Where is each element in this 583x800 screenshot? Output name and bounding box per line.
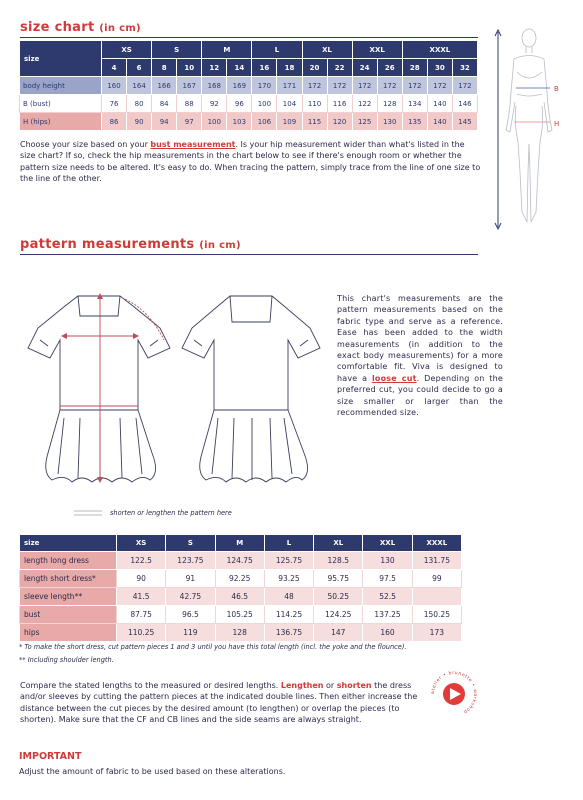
size-chart-cell: 76 [102,95,127,113]
measurement-cell: 128 [215,624,264,642]
measurement-row [20,552,462,570]
size-chart-cell: 164 [127,77,152,95]
workshop-logo[interactable] [428,668,480,720]
size-chart-row-label: H (hips) [20,113,102,131]
size-chart-cell: 104 [277,95,302,113]
measurement-cell: 93.25 [264,570,313,588]
size-chart-title-text: size chart [20,20,95,35]
size-chart-row [20,113,478,131]
pattern-title-unit: (in cm) [199,240,241,251]
measurement-cell: 128.5 [314,552,363,570]
intro-text-end: . Is your hip measurement wider than what's listed in the size chart? If so, check the hip measurements in the chart below to see if there's enough room or whether the pattern size needs to be altered. It's easy to do. When tracing the pattern, simply trace from the line of one size to the line of the other. [20,140,481,184]
size-chart-row-label: B (bust) [20,95,102,113]
dress-back-illustration [178,288,328,498]
size-number: 14 [227,59,252,77]
size-number: 32 [452,59,477,77]
measurement-row-label: sleeve length** [20,588,117,606]
body-figure [492,22,572,234]
size-number: 8 [152,59,177,77]
size-chart-cell: 172 [452,77,477,95]
size-chart-cell: 125 [352,113,377,131]
size-chart-cell: 168 [202,77,227,95]
size-chart-cell: 94 [152,113,177,131]
size-chart-cell: 92 [202,95,227,113]
pattern-rule [20,254,478,255]
size-chart-cell: 90 [127,113,152,131]
size-chart-cell: 88 [177,95,202,113]
size-chart-cell: 84 [152,95,177,113]
logo-text: atelier • brunette • workshop [430,670,478,715]
size-chart-row [20,77,478,95]
intro-text-start: Choose your size based on your [20,140,151,149]
size-chart-cell: 145 [452,113,477,131]
size-chart-cell: 167 [177,77,202,95]
size-chart-cell: 171 [277,77,302,95]
size-group: XL [302,41,352,59]
size-chart-cell: 116 [327,95,352,113]
size-chart-cell: 100 [252,95,277,113]
size-number: 12 [202,59,227,77]
measurement-header-row [20,535,462,552]
measurement-cell: 52.5 [363,588,412,606]
loose-cut-link[interactable]: loose cut [371,373,417,383]
size-chart-cell: 128 [377,95,402,113]
size-chart-cell: 106 [252,113,277,131]
size-chart-cell: 109 [277,113,302,131]
size-number: 28 [402,59,427,77]
footnote-sleeve: ** Including shoulder length. [19,656,114,664]
measurement-cell: 137.25 [363,606,412,624]
pattern-title [20,237,241,252]
measurement-header: L [264,535,313,552]
size-number: 30 [427,59,452,77]
measurement-cell: 119 [166,624,215,642]
size-chart-cell: 80 [127,95,152,113]
measurement-row-label: bust [20,606,117,624]
size-number: 10 [177,59,202,77]
measurement-cell: 95.75 [314,570,363,588]
measurement-row [20,624,462,642]
size-number: 18 [277,59,302,77]
measurement-cell: 160 [363,624,412,642]
size-chart-cell: 166 [152,77,177,95]
intro-paragraph [20,139,482,185]
measurement-cell: 124.75 [215,552,264,570]
size-chart-cell: 96 [227,95,252,113]
measurement-cell: 41.5 [117,588,166,606]
measurement-cell: 136.75 [264,624,313,642]
size-chart-cell: 172 [427,77,452,95]
pattern-side-text [337,293,503,418]
measurement-row [20,606,462,624]
bust-measurement-link[interactable]: bust measurement [150,140,236,149]
compare-text-1: Compare the stated lengths to the measured or desired lengths. [20,681,281,690]
size-group-row [20,41,478,59]
measurement-header: size [20,535,117,552]
size-chart-cell: 172 [327,77,352,95]
measurement-cell: 105.25 [215,606,264,624]
important-text: Adjust the amount of fabric to be used based on these alterations. [19,767,286,776]
size-chart-cell: 100 [202,113,227,131]
measurement-cell: 90 [117,570,166,588]
size-number: 16 [252,59,277,77]
size-chart-row-label: body height [20,77,102,95]
measurement-cell: 87.75 [117,606,166,624]
size-chart-cell: 115 [302,113,327,131]
shorten-word: shorten [336,681,372,690]
measurement-row [20,588,462,606]
measurement-cell: 125.75 [264,552,313,570]
measurement-header: M [215,535,264,552]
measurement-row-label: length long dress [20,552,117,570]
measurement-row [20,570,462,588]
measurement-cell: 48 [264,588,313,606]
size-chart-cell: 120 [327,113,352,131]
measurement-cell: 99 [412,570,461,588]
side-text-start: This chart's measurements are the pattern measurements based on the fabric type and serve as a reference. Ease has been added to the width measurements (in addition to the exact body measurements) for a more comfortable fit. Viva is designed to have a [337,294,503,383]
pattern-legend-text: shorten or lengthen the pattern here [110,509,232,517]
measurement-cell: 173 [412,624,461,642]
size-chart-unit: (in cm) [99,23,141,34]
size-chart-cell: 146 [452,95,477,113]
size-chart-row [20,95,478,113]
measurement-cell: 130 [363,552,412,570]
title-rule [20,37,478,38]
bust-label: B [554,85,559,93]
lengthen-word: Lengthen [280,681,324,690]
measurement-cell: 150.25 [412,606,461,624]
size-number: 20 [302,59,327,77]
compare-text-3: the dress and/or sleeves by cutting the pattern pieces at the indicated double lines. Then either increase the distance between the cut pieces by the desired amount (to lengthen) or overlap the pieces (to shorten). Make sure that the CF and CB lines and the side seams are always straight. [20,681,418,725]
measurement-cell: 114.25 [264,606,313,624]
size-chart-cell: 172 [377,77,402,95]
size-group: XXXL [402,41,477,59]
measurement-cell [412,588,461,606]
measurement-header: XL [314,535,363,552]
measurement-row-label: length short dress* [20,570,117,588]
measurement-cell: 147 [314,624,363,642]
size-chart-cell: 172 [352,77,377,95]
size-header: size [20,41,102,77]
side-text-end: . Depending on the preferred cut, you could decide to go a size smaller or larger than the recommended size. [337,373,503,418]
size-number: 4 [102,59,127,77]
size-chart-cell: 169 [227,77,252,95]
size-chart-cell: 110 [302,95,327,113]
measurement-header: XS [117,535,166,552]
size-number: 24 [352,59,377,77]
size-number: 26 [377,59,402,77]
measurement-header: XXXL [412,535,461,552]
size-number: 6 [127,59,152,77]
measurement-cell: 110.25 [117,624,166,642]
measurement-header: S [166,535,215,552]
size-chart-cell: 135 [402,113,427,131]
size-chart-cell: 134 [402,95,427,113]
measurement-cell: 97.5 [363,570,412,588]
pattern-measurement-table [19,534,462,642]
compare-text-2: or [323,681,337,690]
pattern-title-text: pattern measurements [20,237,195,252]
size-chart-cell: 172 [402,77,427,95]
important-heading: IMPORTANT [19,751,82,762]
measurement-cell: 124.25 [314,606,363,624]
measurement-cell: 42.75 [166,588,215,606]
size-chart-cell: 160 [102,77,127,95]
size-chart-cell: 130 [377,113,402,131]
measurement-header: XXL [363,535,412,552]
dress-front-illustration [20,288,180,498]
measurement-cell: 92.25 [215,570,264,588]
size-chart-cell: 103 [227,113,252,131]
measurement-cell: 122.5 [117,552,166,570]
measurement-cell: 123.75 [166,552,215,570]
size-chart-cell: 170 [252,77,277,95]
footnote-short-dress: * To make the short dress, cut pattern pieces 1 and 3 until you have this total length (incl. the yoke and the flounce). [19,643,407,651]
measurement-cell: 91 [166,570,215,588]
size-chart-cell: 140 [427,113,452,131]
measurement-cell: 46.5 [215,588,264,606]
size-group: L [252,41,302,59]
size-group: S [152,41,202,59]
hip-label: H [554,120,560,128]
size-group: M [202,41,252,59]
size-chart-title [20,20,141,35]
double-line-icon [74,509,102,517]
size-number: 22 [327,59,352,77]
size-chart-cell: 172 [302,77,327,95]
size-chart-cell: 86 [102,113,127,131]
measurement-row-label: hips [20,624,117,642]
size-chart-cell: 122 [352,95,377,113]
compare-paragraph [20,680,422,726]
size-chart-cell: 140 [427,95,452,113]
size-group: XXL [352,41,402,59]
size-group: XS [102,41,152,59]
measurement-cell: 50.25 [314,588,363,606]
size-chart-table [19,40,478,131]
size-chart-cell: 97 [177,113,202,131]
measurement-cell: 96.5 [166,606,215,624]
measurement-cell: 131.75 [412,552,461,570]
